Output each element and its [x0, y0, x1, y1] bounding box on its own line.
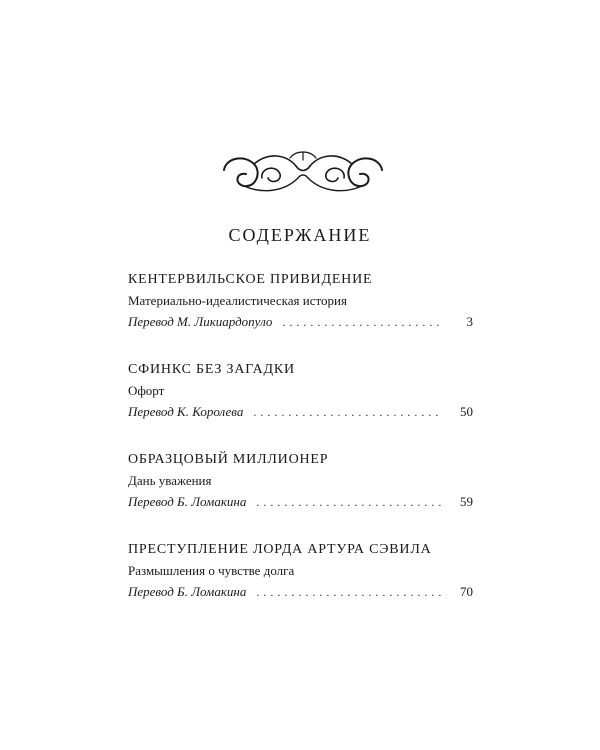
- entry-subtitle: Офорт: [128, 383, 165, 398]
- dot-leader: [256, 582, 443, 603]
- toc-entry: [128, 450, 473, 512]
- entry-translator: Перевод К. Королева: [128, 404, 244, 419]
- toc-entry: [128, 540, 473, 602]
- toc-entry: [128, 270, 473, 332]
- dot-leader: [282, 312, 443, 333]
- toc-entry: [128, 360, 473, 422]
- dot-leader: [253, 402, 443, 423]
- entry-subtitle: Дань уважения: [128, 473, 212, 488]
- entry-page-number: 50: [460, 404, 473, 419]
- entry-translator: Перевод Б. Ломакина: [128, 494, 247, 509]
- entry-translator: Перевод Б. Ломакина: [128, 584, 247, 599]
- entry-page-number: 70: [460, 584, 473, 599]
- dot-leader: [256, 492, 443, 513]
- entry-title: ОБРАЗЦОВЫЙ МИЛЛИОНЕР: [128, 452, 329, 467]
- entry-translator-line: [128, 491, 473, 512]
- entry-title: КЕНТЕРВИЛЬСКОЕ ПРИВИДЕНИЕ: [128, 272, 373, 287]
- entry-title: ПРЕСТУПЛЕНИЕ ЛОРДА АРТУРА СЭВИЛА: [128, 542, 432, 557]
- entry-title: СФИНКС БЕЗ ЗАГАДКИ: [128, 362, 295, 377]
- entry-translator-line: [128, 581, 473, 602]
- table-of-contents: [128, 270, 473, 630]
- entry-translator-line: [128, 311, 473, 332]
- entry-translator: Перевод М. Ликиардопуло: [128, 314, 273, 329]
- page-title: содержание: [228, 220, 372, 247]
- entry-page-number: 3: [466, 314, 473, 329]
- entry-page-number: 59: [460, 494, 473, 509]
- entry-translator-line: [128, 401, 473, 422]
- flourish-ornament-icon: [222, 148, 384, 200]
- entry-subtitle: Материально-идеалистическая история: [128, 293, 347, 308]
- entry-subtitle: Размышления о чувстве долга: [128, 563, 295, 578]
